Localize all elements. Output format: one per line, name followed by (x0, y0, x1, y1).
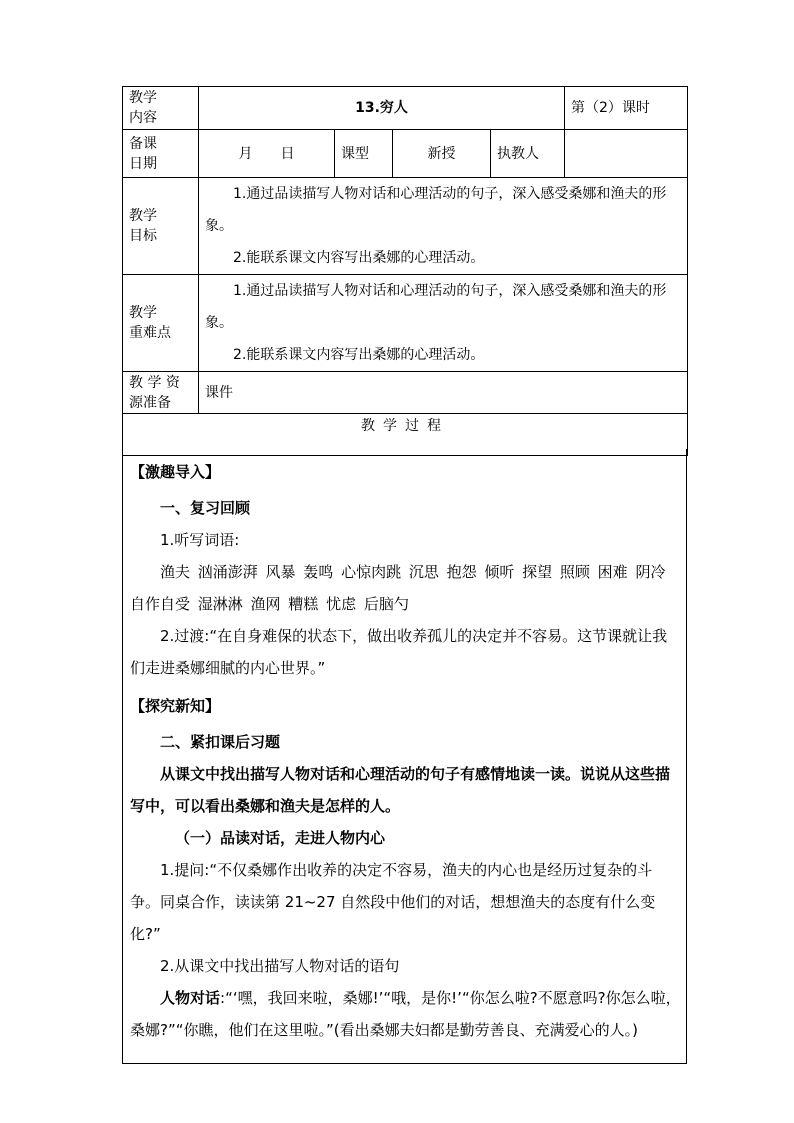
goal-item: 2.能联系课文内容写出桑娜的心理活动。 (233, 250, 485, 266)
resources-label: 教 学 资 源准备 (123, 372, 199, 414)
goals-content (199, 178, 688, 275)
goal-item: 1.通过品读描写人物对话和心理活动的句子，深入感受桑娜和渔夫的形象。 (205, 186, 667, 234)
keypoint-item: 1.通过品读描写人物对话和心理活动的句子，深入感受桑娜和渔夫的形象。 (205, 283, 667, 331)
dialogue-label: 人物对话 (160, 989, 221, 1007)
keypoints-label: 教学 重难点 (123, 275, 199, 372)
resources-value: 课件 (199, 372, 688, 414)
lesson-info-table (122, 86, 688, 456)
type-label: 课型 (335, 130, 393, 178)
teacher-value (565, 130, 688, 178)
find-text: 2.从课文中找出描写人物对话的语句 (160, 957, 400, 975)
subheading-exercises: 二、紧扣课后习题 (160, 733, 281, 751)
section-heading-explore: 【探究新知】 (130, 697, 221, 715)
type-value: 新授 (393, 130, 491, 178)
word-list-line: 自作自受 湿淋淋 渔网 糟糕 忧虑 后脑勺 (130, 595, 409, 613)
process-heading: 教学过程 (123, 414, 688, 456)
dialogue-text: :“‘嘿，我回来啦，桑娜!’“哦，是你!’“你怎么啦?不愿意吗?你怎么啦，桑娜?”“你瞧，他们在这里啦。”(看出桑娜夫妇都是勤劳善良、充满爱心的人。) (130, 989, 681, 1039)
dialogue-paragraph (130, 982, 682, 1046)
subheading-review: 一、复习回顾 (160, 499, 251, 517)
content-label: 教学 内容 (123, 87, 199, 130)
subheading-dialogue: （一）品读对话，走进人物内心 (175, 829, 386, 847)
lesson-title: 13.穷人 (199, 87, 565, 130)
period-label: 第（2）课时 (565, 87, 688, 130)
word-list-line: 渔夫 汹涌澎湃 风暴 轰鸣 心惊肉跳 沉思 抱怨 倾听 探望 照顾 困难 阴冷 (160, 563, 666, 581)
question-text: 1.提问:“不仅桑娜作出收养的决定不容易，渔夫的内心也是经历过复杂的斗争。同桌合作，读读第 21~27 自然段中他们的对话，想想渔夫的态度有什么变化?” (130, 861, 656, 943)
teacher-label: 执教人 (491, 130, 565, 178)
process-content (130, 450, 682, 1046)
dictation-label: 1.听写词语: (160, 531, 240, 549)
goals-label: 教学 目标 (123, 178, 199, 275)
keypoints-content (199, 275, 688, 372)
task-text: 从课文中找出描写人物对话和心理活动的句子有感情地读一读。说说从这些描写中，可以看出桑娜和渔夫是怎样的人。 (130, 765, 671, 815)
section-heading-intro: 【激趣导入】 (130, 463, 221, 481)
prep-date-label: 备课 日期 (123, 130, 199, 178)
keypoint-item: 2.能联系课文内容写出桑娜的心理活动。 (233, 347, 485, 363)
transition-text: 2.过渡:“在自身难保的状态下，做出收养孤儿的决定并不容易。这节课就让我们走进桑娜细腻的内心世界。” (130, 627, 668, 677)
date-value: 月 日 (199, 130, 335, 178)
